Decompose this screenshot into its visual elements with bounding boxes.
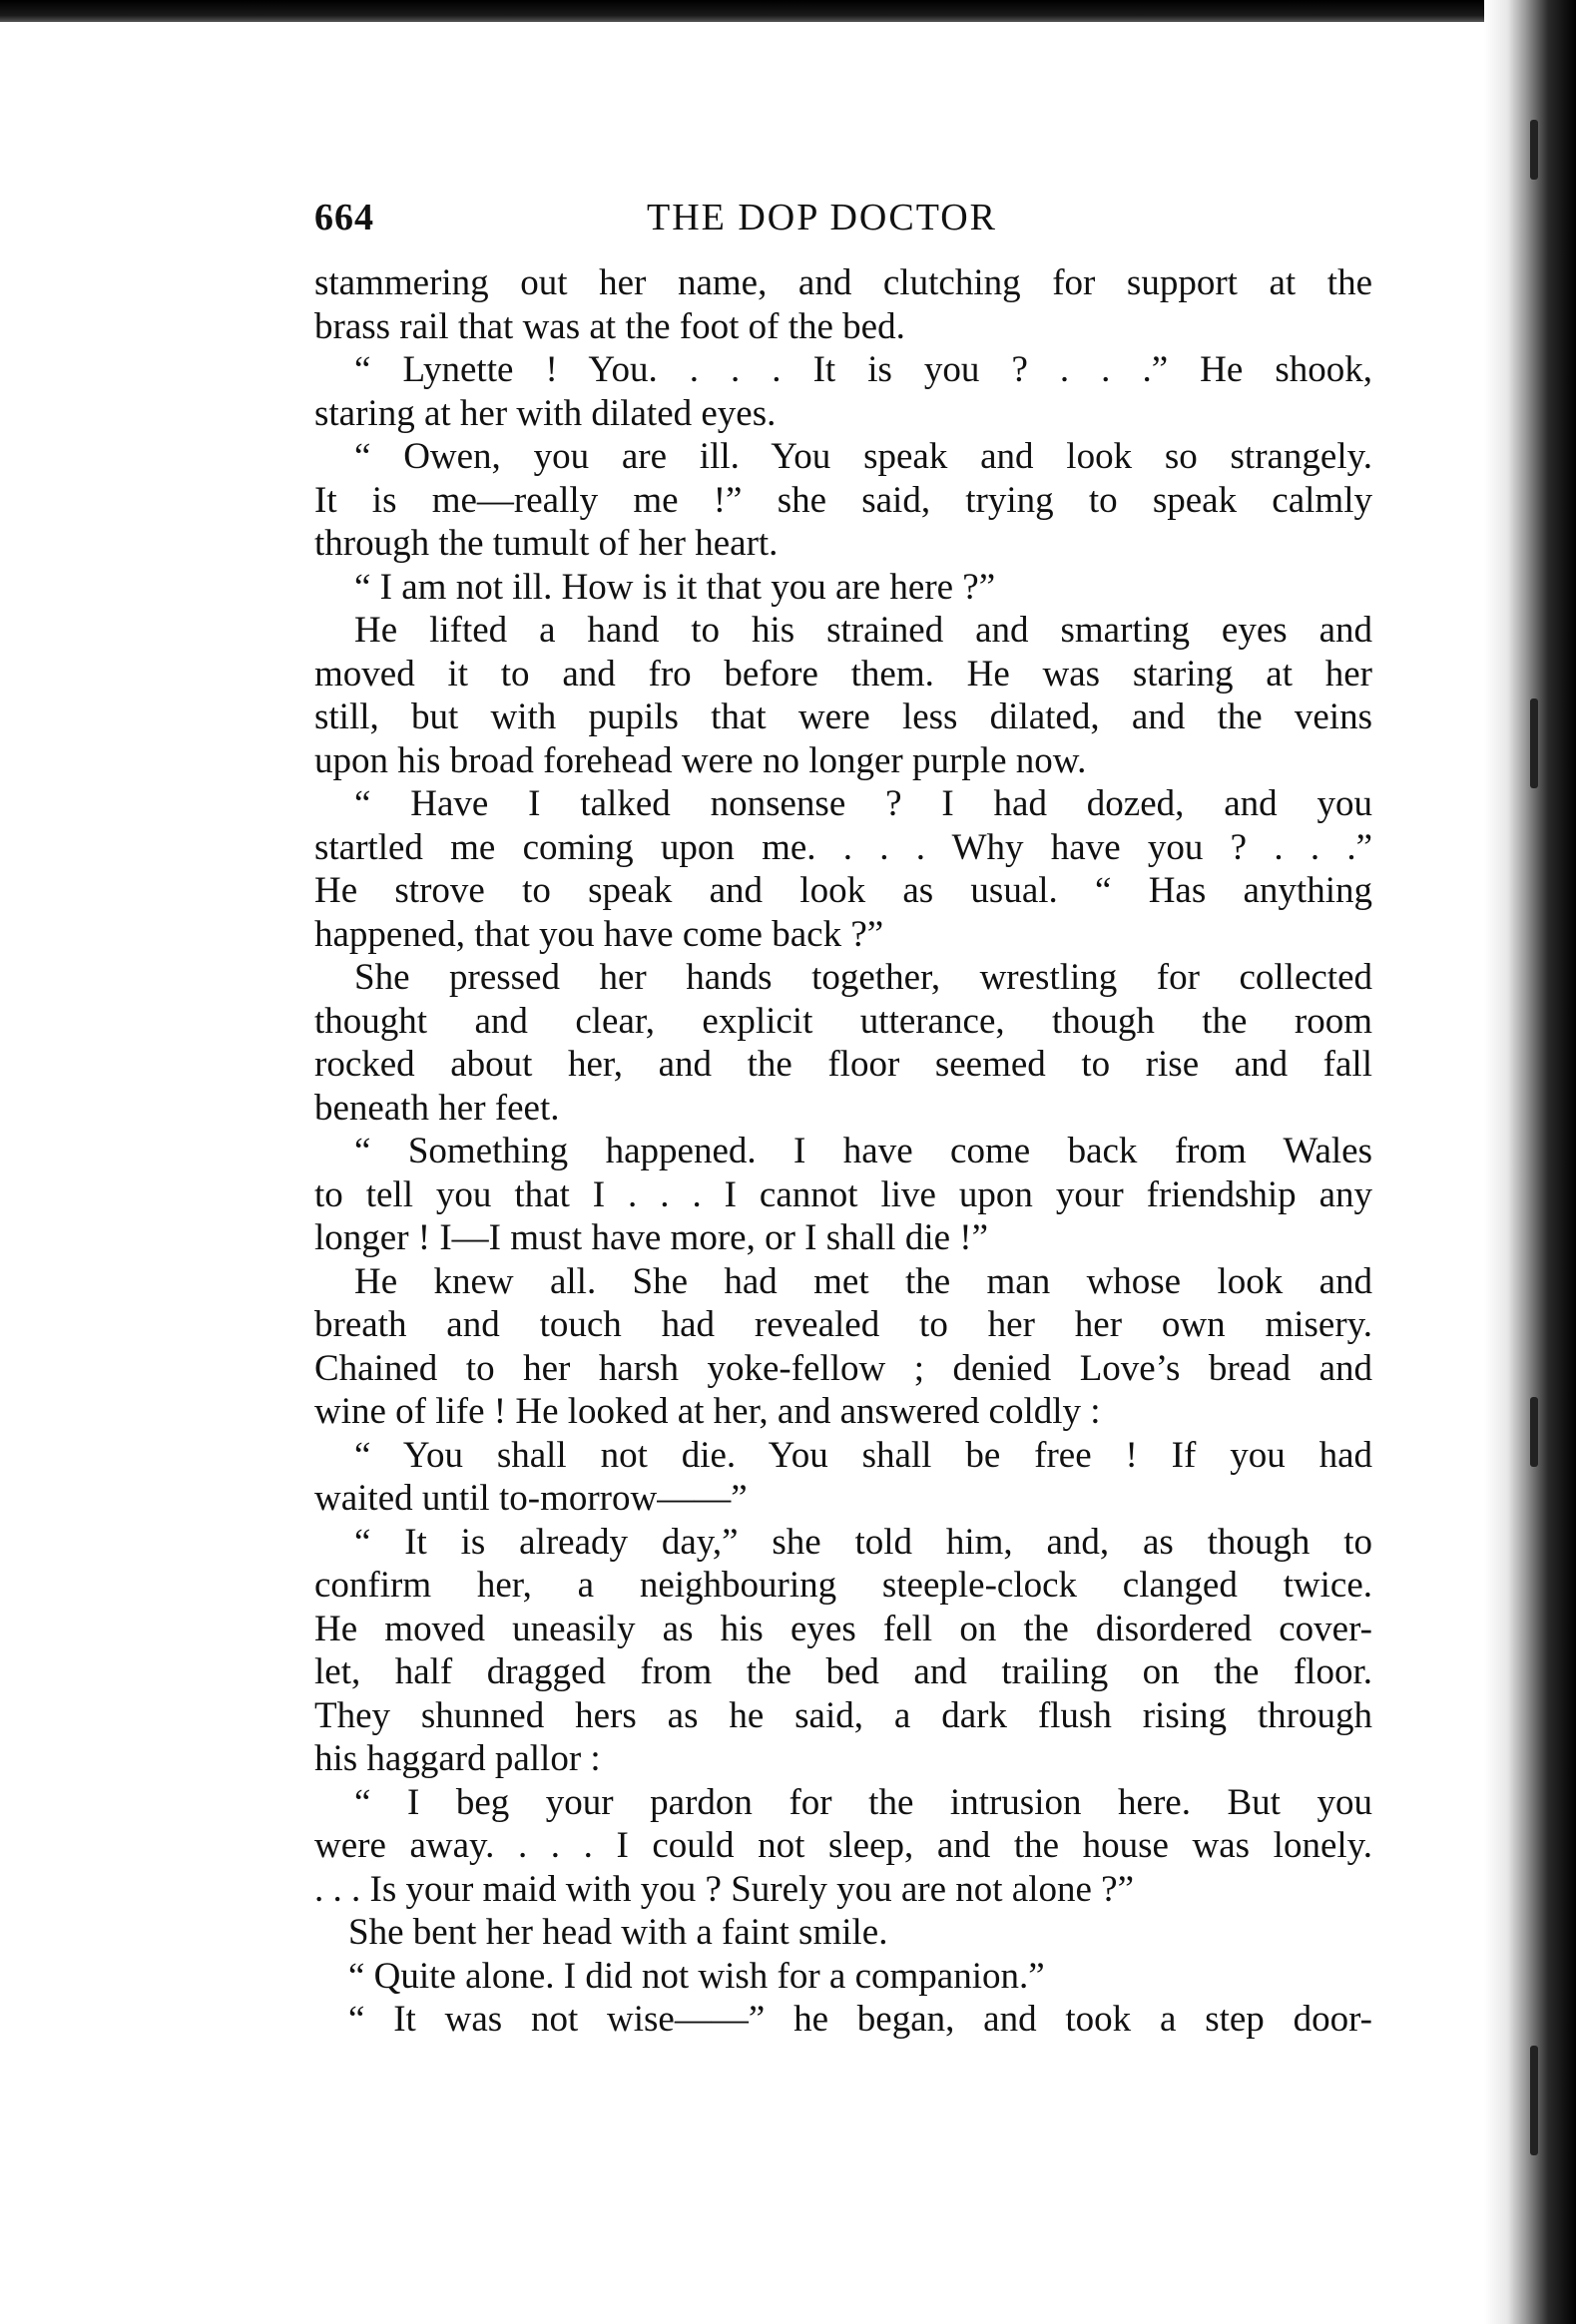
book-spine-edge <box>1484 0 1576 2324</box>
text-line: through the tumult of her heart. <box>314 523 779 564</box>
text-line: “ It is already day,” she told him, and, as though to <box>354 1521 1372 1563</box>
text-line: They shunned hers as he said, a dark flush rising through <box>314 1694 1372 1736</box>
text-line: were away. . . . I could not sleep, and the house was lonely. <box>314 1825 1372 1866</box>
text-line: . . . Is your maid with you ? Surely you are not alone ?” <box>314 1868 1134 1910</box>
text-line: his haggard pallor : <box>314 1738 601 1779</box>
text-line: staring at her with dilated eyes. <box>314 392 777 434</box>
text-line: “ Something happened. I have come back from Wales <box>354 1131 1372 1171</box>
text-line: He lifted a hand to his strained and smarting eyes and <box>354 610 1372 651</box>
text-line: “ It was not wise——” he began, and took a step door- <box>348 1999 1372 2040</box>
text-line: still, but with pupils that were less dilated, and the veins <box>314 697 1372 737</box>
body-text <box>314 261 1372 2042</box>
text-line: longer ! I—I must have more, or I shall die !” <box>314 1217 989 1258</box>
text-line: “ I am not ill. How is it that you are here ?” <box>354 566 996 608</box>
text-line: “ Have I talked nonsense ? I had dozed, and you <box>354 783 1372 824</box>
text-line: It is me—really me !” she said, trying to speak calmly <box>314 479 1372 521</box>
text-line: thought and clear, explicit utterance, though the room <box>314 1000 1372 1042</box>
text-line: “ Quite alone. I did not wish for a companion.” <box>348 1955 1045 1997</box>
page-number: 664 <box>314 197 374 238</box>
page-header <box>314 196 1372 245</box>
text-line: to tell you that I . . . I cannot live upon your friendship any <box>314 1173 1372 1215</box>
text-line: stammering out her name, and clutching for support at the <box>314 262 1372 303</box>
text-line: “ I beg your pardon for the intrusion here. But you <box>354 1781 1372 1823</box>
text-line: brass rail that was at the foot of the bed. <box>314 305 905 347</box>
text-line: breath and touch had revealed to her her own misery. <box>314 1304 1372 1345</box>
text-line: wine of life ! He looked at her, and answered coldly : <box>314 1391 1101 1432</box>
text-line: “ You shall not die. You shall be free ! If you had <box>354 1434 1372 1476</box>
text-line: She pressed her hands together, wrestling for collected <box>354 957 1372 998</box>
text-line: “ Owen, you are ill. You speak and look so strangely. <box>354 436 1372 477</box>
text-line: let, half dragged from the bed and trailing on the floor. <box>314 1651 1372 1692</box>
spine-mark <box>1530 1397 1538 1467</box>
text-line: She bent her head with a faint smile. <box>348 1912 888 1953</box>
text-line: He knew all. She had met the man whose look and <box>354 1260 1372 1302</box>
scan-top-edge <box>0 0 1576 22</box>
spine-mark <box>1530 698 1538 788</box>
spine-mark <box>1530 2046 1538 2155</box>
text-line: He strove to speak and look as usual. “ Has anything <box>314 870 1372 911</box>
text-line: upon his broad forehead were no longer purple now. <box>314 739 1087 781</box>
text-line: rocked about her, and the floor seemed to rise and fall <box>314 1044 1372 1085</box>
text-line: confirm her, a neighbouring steeple-clock clanged twice. <box>314 1565 1372 1606</box>
text-line: startled me coming upon me. . . . Why have you ? . . .” <box>314 826 1372 868</box>
text-line: beneath her feet. <box>314 1087 560 1129</box>
text-line: He moved uneasily as his eyes fell on the disordered cover- <box>314 1608 1372 1649</box>
text-line: Chained to her harsh yoke-fellow ; denied Love’s bread and <box>314 1347 1372 1389</box>
text-line: happened, that you have come back ?” <box>314 913 884 955</box>
running-head: THE DOP DOCTOR <box>647 197 998 238</box>
text-line: “ Lynette ! You. . . . It is you ? . . .” He shook, <box>354 349 1372 390</box>
spine-mark <box>1530 120 1538 180</box>
text-line: waited until to-morrow——” <box>314 1478 748 1519</box>
text-line: moved it to and fro before them. He was staring at her <box>314 653 1372 695</box>
